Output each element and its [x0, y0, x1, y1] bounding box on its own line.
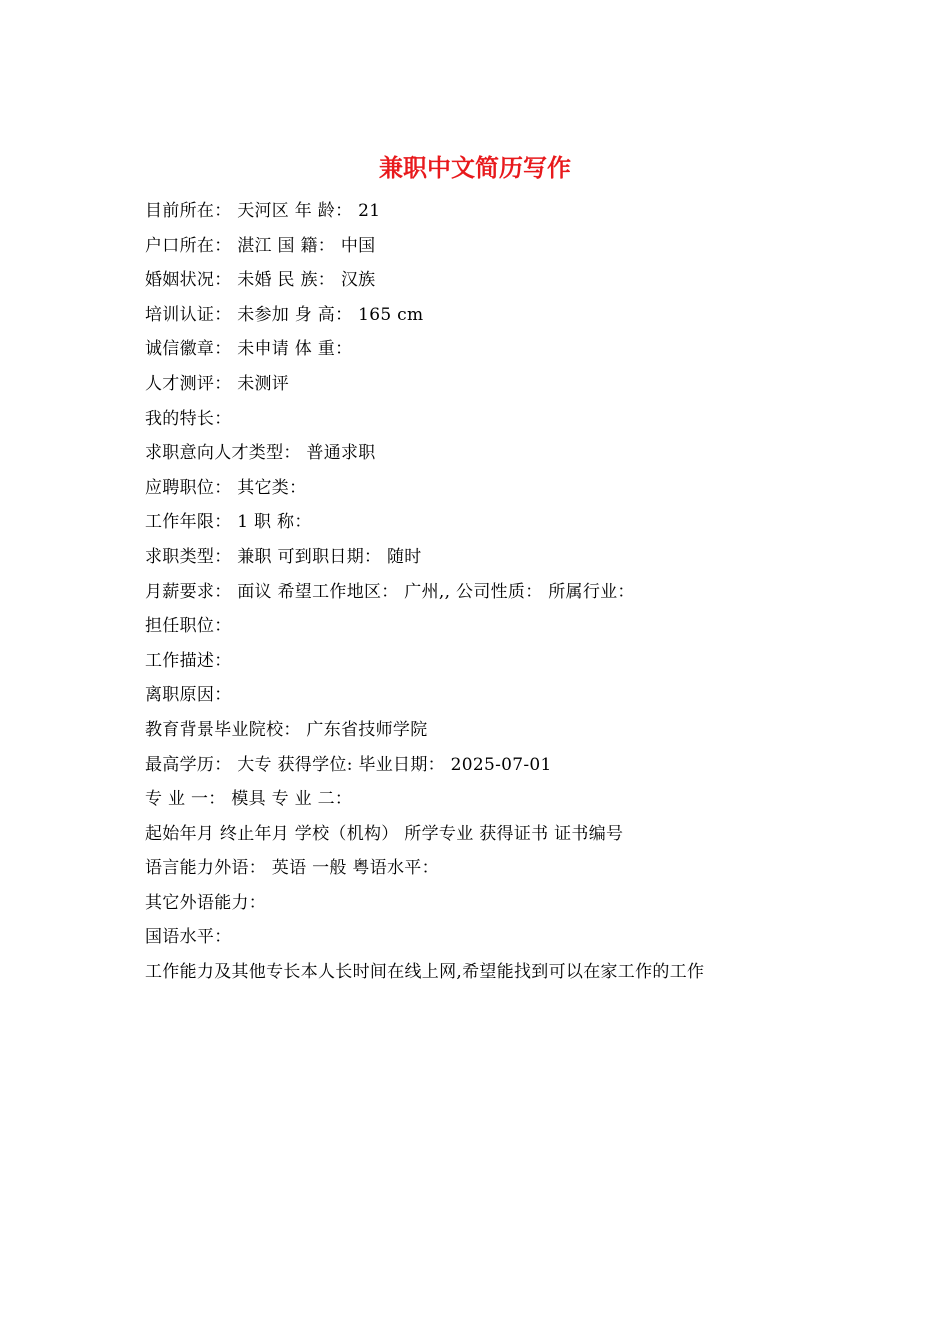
- line-major: 专 业 一： 模具 专 业 二：: [145, 789, 353, 810]
- line-other-language: 其它外语能力：: [145, 892, 267, 913]
- line-hukou: 户口所在： 湛江 国 籍： 中国: [145, 235, 376, 256]
- line-training: 培训认证： 未参加 身 高： 165 cm: [145, 304, 424, 325]
- line-language-foreign: 语言能力外语： 英语 一般 粤语水平：: [145, 858, 439, 879]
- line-held-position: 担任职位：: [145, 616, 232, 637]
- resume-body: [145, 194, 865, 990]
- line-highest-degree: 最高学历： 大专 获得学位: 毕业日期： 2025-07-01: [145, 754, 552, 775]
- line-abilities: 工作能力及其他专长本人长时间在线上网,希望能找到可以在家工作的工作: [145, 962, 705, 983]
- line-credit-badge: 诚信徽章： 未申请 体 重：: [145, 339, 353, 360]
- line-talent-assessment: 人才测评： 未测评: [145, 373, 290, 394]
- line-mandarin-level: 国语水平：: [145, 927, 232, 948]
- line-job-type: 求职类型： 兼职 可到职日期： 随时: [145, 546, 422, 567]
- line-applied-position: 应聘职位： 其它类：: [145, 477, 307, 498]
- line-leave-reason: 离职原因：: [145, 685, 232, 706]
- line-job-intention: 求职意向人才类型： 普通求职: [145, 443, 376, 464]
- line-current-location: 目前所在： 天河区 年 龄： 21: [145, 201, 381, 221]
- line-job-description: 工作描述：: [145, 650, 232, 671]
- line-marital-status: 婚姻状况： 未婚 民 族： 汉族: [145, 270, 376, 291]
- line-education-header: 起始年月 终止年月 学校（机构） 所学专业 获得证书 证书编号: [145, 823, 624, 844]
- document-title: 兼职中文简历写作: [379, 153, 571, 182]
- line-work-years: 工作年限： 1 职 称：: [145, 512, 312, 533]
- line-specialty: 我的特长：: [145, 408, 232, 429]
- line-salary: 月薪要求： 面议 希望工作地区： 广州,, 公司性质： 所属行业：: [145, 581, 635, 602]
- line-education-school: 教育背景毕业院校： 广东省技师学院: [145, 719, 428, 740]
